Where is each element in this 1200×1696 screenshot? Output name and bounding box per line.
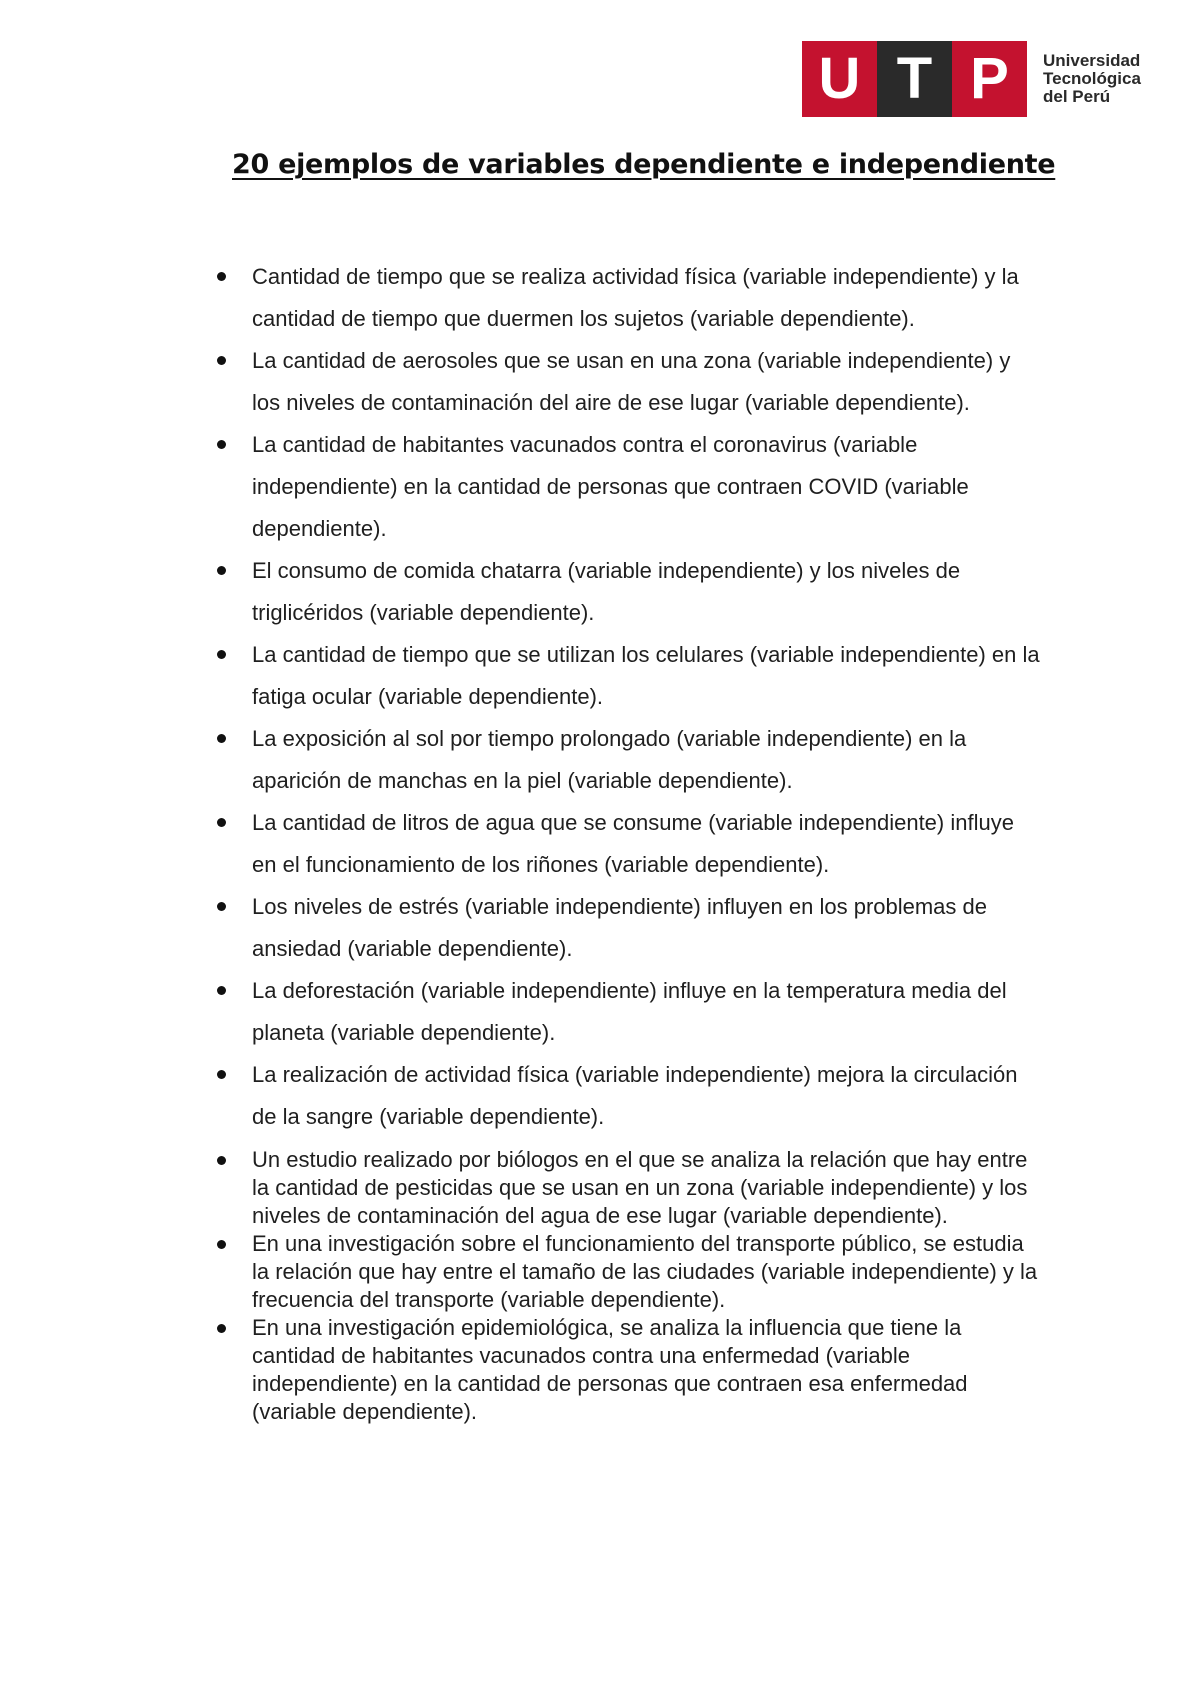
bullet-icon <box>217 650 226 659</box>
list-item-text: La cantidad de tiempo que se utilizan los celulares (variable independiente) en la fatiga ocular (variable dependiente). <box>252 642 1040 709</box>
bullet-icon <box>217 272 226 281</box>
page-title: 20 ejemplos de variables dependiente e independiente <box>232 149 1056 180</box>
bullet-icon <box>217 986 226 995</box>
list-item-text: En una investigación epidemiológica, se analiza la influencia que tiene la cantidad de habitantes vacunados contra una enfermedad (variable independiente) en la cantidad de personas que contraen esa enfermedad (variable dependiente). <box>252 1315 968 1424</box>
logo-letter-u: U <box>802 41 877 117</box>
logo-letter-p: P <box>952 41 1027 117</box>
logo-wordmark <box>1043 52 1141 106</box>
list-item-text: La deforestación (variable independiente) influye en la temperatura media del planeta (variable dependiente). <box>252 978 1007 1045</box>
bullet-icon <box>217 1156 226 1165</box>
list-item <box>252 340 1042 424</box>
list-item-text: La exposición al sol por tiempo prolongado (variable independiente) en la aparición de manchas en la piel (variable dependiente). <box>252 726 967 793</box>
list-item <box>252 970 1042 1054</box>
bullet-icon <box>217 734 226 743</box>
list-item <box>252 718 1042 802</box>
list-item-text: La cantidad de litros de agua que se consume (variable independiente) influye en el funcionamiento de los riñones (variable dependiente). <box>252 810 1014 877</box>
logo-letter-t: T <box>877 41 952 117</box>
list-item <box>252 1230 1042 1314</box>
list-item <box>252 1314 1042 1426</box>
list-item <box>252 634 1042 718</box>
list-item-text: La cantidad de aerosoles que se usan en una zona (variable independiente) y los niveles de contaminación del aire de ese lugar (variable dependiente). <box>252 348 1011 415</box>
list-item <box>252 1054 1042 1138</box>
list-item-text: Cantidad de tiempo que se realiza actividad física (variable independiente) y la cantidad de tiempo que duermen los sujetos (variable dependiente). <box>252 264 1019 331</box>
bullet-icon <box>217 1324 226 1333</box>
logo-line-2: Tecnológica <box>1043 69 1141 88</box>
list-item <box>252 550 1042 634</box>
list-item-text: La realización de actividad física (variable independiente) mejora la circulación de la sangre (variable dependiente). <box>252 1062 1018 1129</box>
list-item-text: En una investigación sobre el funcionamiento del transporte público, se estudia la relación que hay entre el tamaño de las ciudades (variable independiente) y la frecuencia del transporte (variable dependiente). <box>252 1231 1038 1312</box>
bullet-icon <box>217 566 226 575</box>
list-item-text: Los niveles de estrés (variable independiente) influyen en los problemas de ansiedad (variable dependiente). <box>252 894 988 961</box>
list-item-text: El consumo de comida chatarra (variable independiente) y los niveles de triglicéridos (variable dependiente). <box>252 558 961 625</box>
list-item <box>252 802 1042 886</box>
list-item <box>252 256 1042 340</box>
list-item <box>252 424 1042 550</box>
list-item <box>252 1146 1042 1230</box>
logo-line-3: del Perú <box>1043 87 1111 106</box>
bullet-icon <box>217 1240 226 1249</box>
bullet-icon <box>217 1070 226 1079</box>
logo-letter-blocks <box>802 41 1027 117</box>
bullet-icon <box>217 818 226 827</box>
examples-list <box>0 256 1200 1426</box>
logo-line-1: Universidad <box>1043 51 1141 70</box>
bullet-icon <box>217 902 226 911</box>
list-item-text: Un estudio realizado por biólogos en el que se analiza la relación que hay entre la cantidad de pesticidas que se usan en un zona (variable independiente) y los niveles de contaminación del agua de ese lugar (variable dependiente). <box>252 1147 1028 1228</box>
list-item <box>252 886 1042 970</box>
list-item-text: La cantidad de habitantes vacunados contra el coronavirus (variable independiente) en la cantidad de personas que contraen COVID (variable dependiente). <box>252 432 969 541</box>
utp-logo <box>802 41 1141 117</box>
bullet-icon <box>217 356 226 365</box>
bullet-icon <box>217 440 226 449</box>
